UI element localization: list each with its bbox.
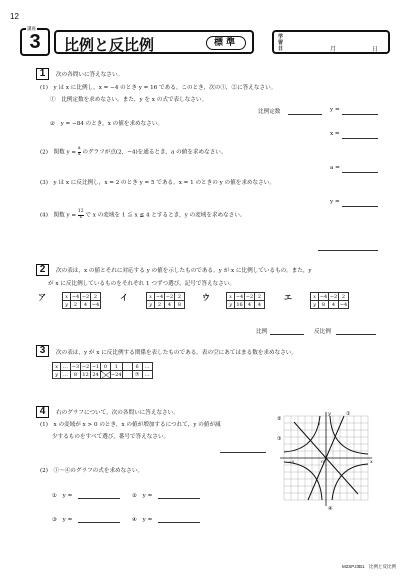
q3-x-8: 6 — [132, 363, 142, 371]
q2-a-x-0: x — [63, 293, 71, 301]
q1-p2-post: のグラフが点(2，−4)を通るとき，a の値を求めなさい。 — [82, 149, 227, 156]
question-3-number: 3 — [36, 345, 49, 357]
q3-y-9: … — [142, 371, 152, 379]
y-axis-label: y — [328, 411, 331, 417]
q1-p4-numerator: 12 — [77, 209, 84, 214]
q3-x-1: … — [61, 363, 71, 371]
q2-i-x-3: 2 — [175, 293, 185, 301]
q1-p2 — [40, 147, 226, 157]
origin-label: O — [321, 459, 325, 464]
q1-p1a-answer-blank-2[interactable] — [342, 114, 378, 115]
q4-ans-1-prefix: y = — [62, 493, 73, 499]
q3-y-1: … — [61, 371, 71, 379]
q3-x-2: −3 — [71, 363, 80, 370]
date-label: 学習日 — [278, 34, 284, 52]
q4-ans-2-num: ② — [132, 493, 138, 499]
page-number: 12 — [10, 12, 19, 21]
q3-y-3: 12 — [82, 371, 89, 378]
q1-p1a-answer-blank-1[interactable] — [288, 114, 322, 115]
q1-intro: 次の各問いに答えなさい。 — [56, 72, 124, 78]
q1-p4-denominator: x — [79, 214, 83, 220]
unit-label: 講座 — [27, 26, 36, 31]
q4-answer-3-label — [52, 515, 72, 523]
q2-a-x-1: −4 — [71, 293, 80, 300]
q1-p2-answer-blank[interactable] — [342, 172, 378, 173]
level-badge: 標準 — [206, 36, 246, 50]
q1-p4-fraction — [78, 210, 84, 220]
q2-e-y-1: 8 — [319, 301, 329, 309]
q1-p2-denominator: x — [77, 151, 81, 157]
graph-label-3: ③ — [277, 436, 282, 442]
q2-a-y-3: −4 — [91, 301, 100, 308]
q3-y-5 — [101, 371, 111, 379]
q2-a-y-1: 2 — [71, 301, 81, 309]
q4-answer-3-blank[interactable] — [78, 522, 120, 523]
title-box — [54, 30, 254, 54]
q4-p2: (2) ①～④のグラフの式を求めなさい。 — [40, 468, 144, 474]
unit-box — [20, 28, 50, 56]
q2-option-e-label: エ — [284, 293, 292, 302]
q2-table-i — [146, 292, 185, 309]
q2-i-y-2: 4 — [165, 301, 175, 309]
q2-table-e — [310, 292, 349, 309]
q2-e-x-0: x — [311, 293, 319, 301]
q3-y-0: y — [53, 371, 61, 379]
q4-answer-1-blank[interactable] — [78, 498, 120, 499]
q2-i-y-1: 2 — [155, 301, 165, 309]
q1-p2-numerator: a — [77, 146, 81, 151]
graph-label-4: ④ — [328, 506, 333, 512]
q3-x-6: 1 — [111, 363, 123, 371]
coordinate-graph — [276, 408, 376, 512]
q4-answer-2-blank[interactable] — [158, 498, 200, 499]
q4-ans-1-num: ① — [52, 493, 58, 499]
q1-p1b: ② y = −84 のとき，x の値を求めなさい。 — [50, 121, 164, 127]
q3-table — [52, 362, 153, 379]
q1-p4-answer-blank[interactable] — [318, 250, 378, 251]
day-label: 日 — [372, 46, 379, 53]
q3-y-2: 8 — [71, 371, 81, 379]
q3-y-7[interactable] — [122, 371, 132, 379]
q2-u-x-1: −4 — [235, 293, 244, 300]
q1-p2-answer-label: a = — [330, 165, 340, 171]
q1-p1a-answer-label-2: y = — [330, 107, 340, 113]
q1-p2-pre: (2) 関数 y = — [40, 149, 77, 156]
q2-answer-blank-1[interactable] — [270, 334, 304, 335]
q4-p1-line-2: 少するものをすべて選び，番号で答えなさい。 — [52, 434, 170, 440]
q4-p1-answer-blank[interactable] — [220, 452, 266, 453]
date-box — [272, 30, 390, 54]
q4-ans-2-prefix: y = — [142, 493, 153, 499]
q1-p1-text: (1) y は x に比例し，x = −4 のとき y = 16 である。このとき，次の①，②に答えなさい。 — [40, 85, 277, 91]
q2-a-y-2: 4 — [81, 301, 91, 309]
q2-i-x-0: x — [147, 293, 155, 301]
q2-option-a-label: ア — [38, 293, 46, 302]
q3-x-7[interactable] — [122, 363, 132, 371]
tick-label-5: 5 — [318, 422, 321, 426]
q2-i-y-0: y — [147, 301, 155, 309]
q2-e-x-3: 2 — [339, 293, 349, 301]
q1-p1a: ① 比例定数を求めなさい。また，y を x の式で表しなさい。 — [50, 97, 208, 103]
q3-x-9: … — [142, 363, 152, 371]
question-2-number: 2 — [36, 264, 49, 276]
q4-answer-4-label — [132, 515, 152, 523]
q2-a-x-2: −2 — [81, 293, 90, 300]
q2-e-y-3: −4 — [339, 301, 348, 308]
q2-a-y-0: y — [63, 301, 71, 309]
tick-label-neg5: −5 — [289, 460, 295, 464]
month-label: 月 — [330, 46, 337, 53]
page-title: 比例と反比例 — [64, 37, 155, 54]
q1-p1b-answer-blank[interactable] — [342, 138, 378, 139]
header — [20, 24, 392, 58]
q2-e-x-1: −4 — [319, 293, 328, 300]
q3-y-6: −24 — [111, 371, 122, 378]
q1-p4-pre: (4) 関数 y = — [40, 212, 77, 219]
footer-code: M2SPJ3B1 比例と反比例 — [341, 564, 396, 569]
q2-table-u — [226, 292, 265, 309]
q4-ans-4-prefix: y = — [142, 517, 153, 523]
graph-label-1: ① — [346, 411, 351, 417]
unit-number: 3 — [29, 31, 41, 53]
graph-label-2: ② — [277, 416, 282, 422]
q2-answer-label-2: 反比例 — [314, 329, 331, 335]
q2-e-y-0: y — [311, 301, 319, 309]
question-1-number: 1 — [36, 68, 49, 80]
q2-u-x-2: −2 — [245, 293, 254, 300]
q1-p2-fraction — [78, 147, 81, 157]
q3-y-8[interactable]: ⑦ — [132, 371, 142, 379]
q1-p3: (3) y は x に反比例し，x = 2 のとき y = 5 である。x = 1 のときの y の値を求めなさい。 — [40, 180, 275, 186]
q1-p3-answer-label: y = — [330, 199, 340, 205]
q4-ans-3-num: ③ — [52, 517, 58, 523]
q2-u-y-2: 4 — [245, 301, 255, 309]
graph-curve-4a — [284, 416, 320, 452]
q1-p4-post: で x の変域を 1 ≦ x ≦ 4 とするとき，y の変域を求めなさい。 — [85, 212, 246, 219]
q4-answer-1-label — [52, 491, 72, 499]
q4-p1-line-1: (1) x の変域が x > 0 のとき，x の値が増加するにつれて，y の値が減 — [40, 422, 221, 428]
q1-p3-answer-blank[interactable] — [342, 206, 378, 207]
q1-p1a-answer-label-1: 比例定数 — [258, 109, 281, 115]
q2-option-u-label: ウ — [202, 293, 210, 302]
x-axis-label: x — [370, 459, 373, 465]
q2-e-x-2: −2 — [329, 293, 338, 300]
q2-u-y-1: 16 — [236, 301, 243, 308]
q2-i-x-1: −4 — [155, 293, 164, 300]
q3-x-0: x — [53, 363, 61, 371]
graph-curve-4b — [332, 464, 368, 500]
q2-a-x-3: 2 — [91, 293, 101, 301]
q2-u-x-3: 2 — [255, 293, 265, 301]
q3-text: 次の表は，y が x に反比例する関係を表したものである。表の空にあてはまる数を求めなさい。 — [56, 350, 297, 356]
q4-answer-2-label — [132, 491, 152, 499]
q2-e-y-2: 4 — [329, 301, 339, 309]
q2-answer-blank-2[interactable] — [336, 334, 376, 335]
q4-ans-4-num: ④ — [132, 517, 138, 523]
q3-x-3: −2 — [81, 363, 90, 370]
q1-p1b-answer-label: x = — [330, 131, 340, 137]
question-4-number: 4 — [36, 406, 49, 418]
q4-answer-4-blank[interactable] — [158, 522, 200, 523]
q2-text-1: 次の表は，x の値とそれに対応する y の値を示したものである。y が x に比例しているもの，また，y — [56, 268, 312, 274]
q2-option-i-label: イ — [120, 293, 128, 302]
q2-text-2: が x に反比例しているものをそれぞれ 1 つずつ選び，記号で答えなさい。 — [48, 281, 236, 287]
q1-p4 — [40, 210, 246, 220]
q2-u-y-3: 4 — [255, 301, 265, 309]
q2-answer-label-1: 比例 — [256, 329, 268, 335]
q2-i-y-3: 8 — [175, 301, 185, 309]
q2-u-y-0: y — [227, 301, 235, 309]
q3-x-4: −1 — [91, 363, 100, 370]
q3-x-5: 0 — [101, 363, 111, 371]
q2-u-x-0: x — [227, 293, 235, 301]
q4-intro: 右のグラフについて，次の各問いに答えなさい。 — [56, 410, 179, 416]
q2-table-a — [62, 292, 101, 309]
q3-y-4: 24 — [92, 371, 99, 378]
q2-i-x-2: −2 — [165, 293, 174, 300]
q4-ans-3-prefix: y = — [62, 517, 73, 523]
